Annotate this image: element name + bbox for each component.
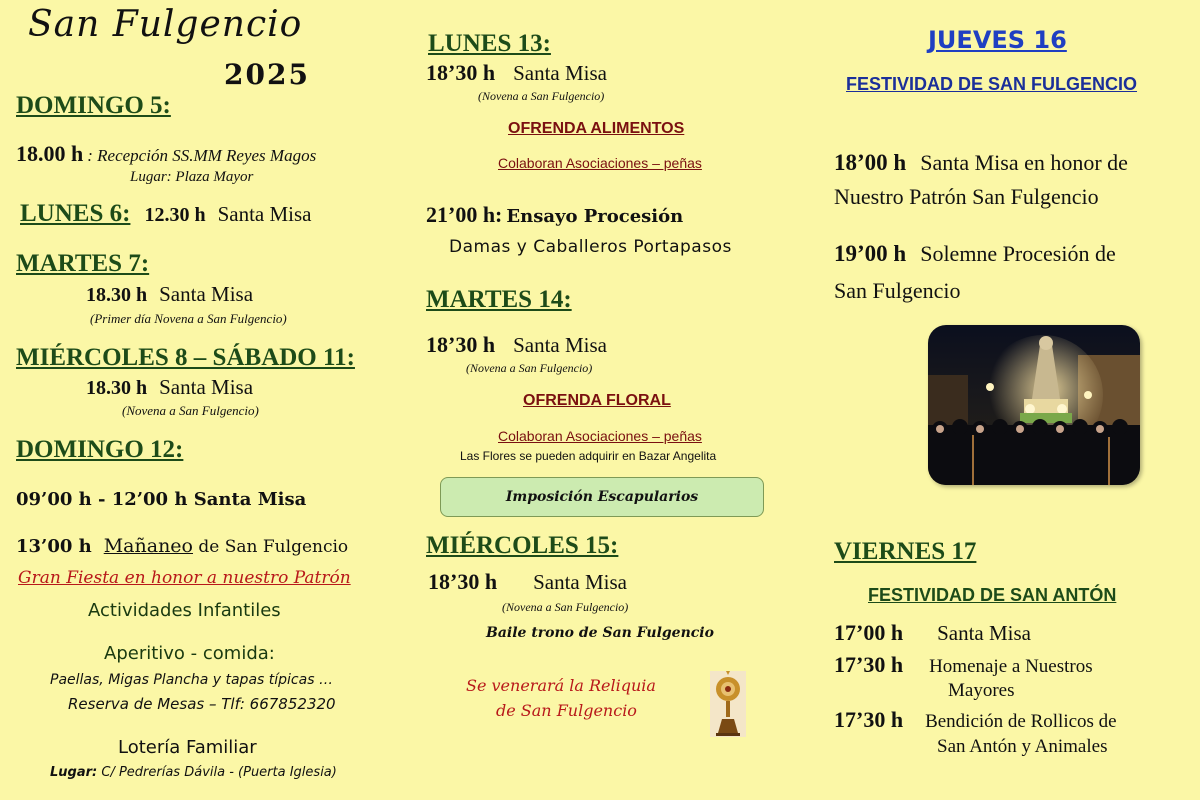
event-text-cont: Mayores	[948, 680, 1015, 701]
reliquia-line-1: Se venerará la Reliquia	[466, 676, 656, 695]
heading-lunes-13: LUNES 13:	[428, 30, 551, 57]
event-time: 12.30 h	[144, 204, 206, 226]
festividad-san-fulgencio: FESTIVIDAD DE SAN FULGENCIO	[846, 74, 1138, 94]
event-time: 18’30 h	[426, 60, 496, 85]
event-domingo-12-misa	[16, 489, 306, 510]
event-martes-14	[426, 332, 607, 358]
event-time: 17’00 h	[834, 620, 904, 645]
event-time: 18.30 h	[86, 284, 148, 306]
aperitivo-comida: Aperitivo - comida:	[104, 643, 275, 664]
event-miercoles-8	[86, 375, 253, 400]
event-text: Homenaje a Nuestros	[929, 656, 1093, 677]
event-time: 18’00 h	[834, 150, 907, 175]
event-text-cont: Nuestro Patrón San Fulgencio	[834, 184, 1099, 209]
event-time: 18’30 h	[428, 569, 498, 594]
actividades-infantiles: Actividades Infantiles	[88, 600, 281, 621]
flores-text: Las Flores se pueden adquirir en Bazar Angelita	[460, 449, 717, 463]
event-time: 21’00 h:	[426, 202, 503, 227]
heading-martes-7: MARTES 7:	[16, 250, 150, 277]
colaboran-asociaciones-2: Colaboran Asociaciones – peñas	[498, 428, 702, 444]
heading-domingo-5: DOMINGO 5:	[16, 92, 171, 119]
gran-fiesta-text: Gran Fiesta en honor a nuestro Patrón	[18, 568, 351, 588]
event-text: Santa Misa	[513, 333, 607, 357]
heading-miercoles-15: MIÉRCOLES 15:	[426, 532, 619, 559]
paellas-text: Paellas, Migas Plancha y tapas típicas …	[50, 672, 333, 688]
event-text: Santa Misa en honor de	[920, 150, 1128, 175]
event-text: Bendición de Rollicos de	[925, 711, 1117, 732]
event-viernes-17-bendicion	[834, 707, 1117, 733]
event-domingo-12-mananeo	[16, 535, 348, 557]
reliquary-icon	[710, 671, 746, 737]
event-miercoles-15	[428, 569, 627, 595]
event-jueves-16-misa	[834, 150, 1128, 176]
heading-lunes-6: LUNES 6:	[20, 200, 131, 227]
damas-caballeros: Damas y Caballeros Portapasos	[449, 237, 732, 257]
reserva-mesas: Reserva de Mesas – Tlf: 667852320	[68, 695, 336, 713]
event-time: 17’30 h	[834, 652, 904, 677]
festividad-san-anton: FESTIVIDAD DE SAN ANTÓN	[868, 585, 1117, 605]
heading-miercoles-8: MIÉRCOLES 8 – SÁBADO 11:	[16, 344, 355, 371]
lugar-label: Lugar:	[50, 765, 98, 780]
event-time: 18’30 h	[426, 332, 496, 357]
event-martes-7	[86, 282, 253, 307]
lugar-text: C/ Pedrerías Dávila - (Puerta Iglesia)	[97, 765, 337, 780]
poster-year: 2025	[224, 58, 310, 91]
event-text: Santa Misa	[937, 621, 1031, 645]
event-note: (Novena a San Fulgencio)	[478, 89, 605, 103]
heading-domingo-12: DOMINGO 12:	[16, 436, 184, 463]
procession-photo	[928, 325, 1140, 485]
event-text: Santa Misa	[533, 570, 627, 594]
event-time: 17’30 h	[834, 707, 904, 732]
event-note: (Novena a San Fulgencio)	[502, 600, 629, 614]
event-text: Solemne Procesión de	[920, 241, 1116, 266]
imposicion-escapularios-box	[440, 477, 764, 517]
event-viernes-17-homenaje	[834, 652, 1093, 678]
event-text: Santa Misa	[159, 375, 254, 399]
loteria-lugar	[50, 765, 337, 780]
event-text: : Recepción SS.MM Reyes Magos	[87, 146, 317, 165]
event-time: 09’00 h - 12’00 h	[16, 489, 188, 510]
event-text: Santa Misa	[159, 282, 254, 306]
reliquia-line-2: de San Fulgencio	[496, 701, 637, 720]
event-text-cont: San Fulgencio	[834, 278, 961, 303]
event-ensayo	[426, 202, 683, 228]
event-viernes-17-misa	[834, 620, 1031, 646]
event-note: (Primer día Novena a San Fulgencio)	[90, 311, 287, 326]
heading-viernes-17: VIERNES 17	[834, 538, 977, 565]
event-time: 19’00 h	[834, 241, 907, 266]
loteria-familiar: Lotería Familiar	[118, 737, 257, 758]
event-time: 18.00 h	[16, 141, 84, 166]
ofrenda-alimentos: OFRENDA ALIMENTOS	[508, 120, 685, 137]
heading-jueves-16: JUEVES 16	[928, 26, 1067, 54]
event-text-underlined: Mañaneo	[103, 535, 193, 557]
event-note: (Novena a San Fulgencio)	[122, 403, 259, 418]
event-lunes-6	[20, 200, 311, 228]
event-text: Santa Misa	[217, 202, 312, 226]
event-time: 18.30 h	[86, 377, 148, 399]
event-text: Ensayo Procesión	[506, 206, 684, 227]
event-text: Santa Misa	[193, 489, 307, 510]
baile-trono: Baile trono de San Fulgencio	[486, 625, 714, 641]
colaboran-asociaciones-1: Colaboran Asociaciones – peñas	[498, 155, 702, 171]
poster-title: San Fulgencio	[28, 4, 303, 45]
event-time: 13’00 h	[16, 536, 92, 557]
imposicion-escapularios: Imposición Escapularios	[505, 489, 699, 505]
event-jueves-16-procesion	[834, 241, 1116, 267]
event-lunes-13	[426, 60, 607, 86]
event-place: Lugar: Plaza Mayor	[130, 169, 254, 185]
event-text: Santa Misa	[513, 61, 607, 85]
event-text-cont: San Antón y Animales	[937, 736, 1108, 757]
event-note: (Novena a San Fulgencio)	[466, 361, 593, 375]
heading-martes-14: MARTES 14:	[426, 286, 572, 313]
event-domingo-5	[16, 141, 316, 167]
ofrenda-floral: OFRENDA FLORAL	[523, 392, 671, 409]
event-text: de San Fulgencio	[193, 537, 349, 557]
